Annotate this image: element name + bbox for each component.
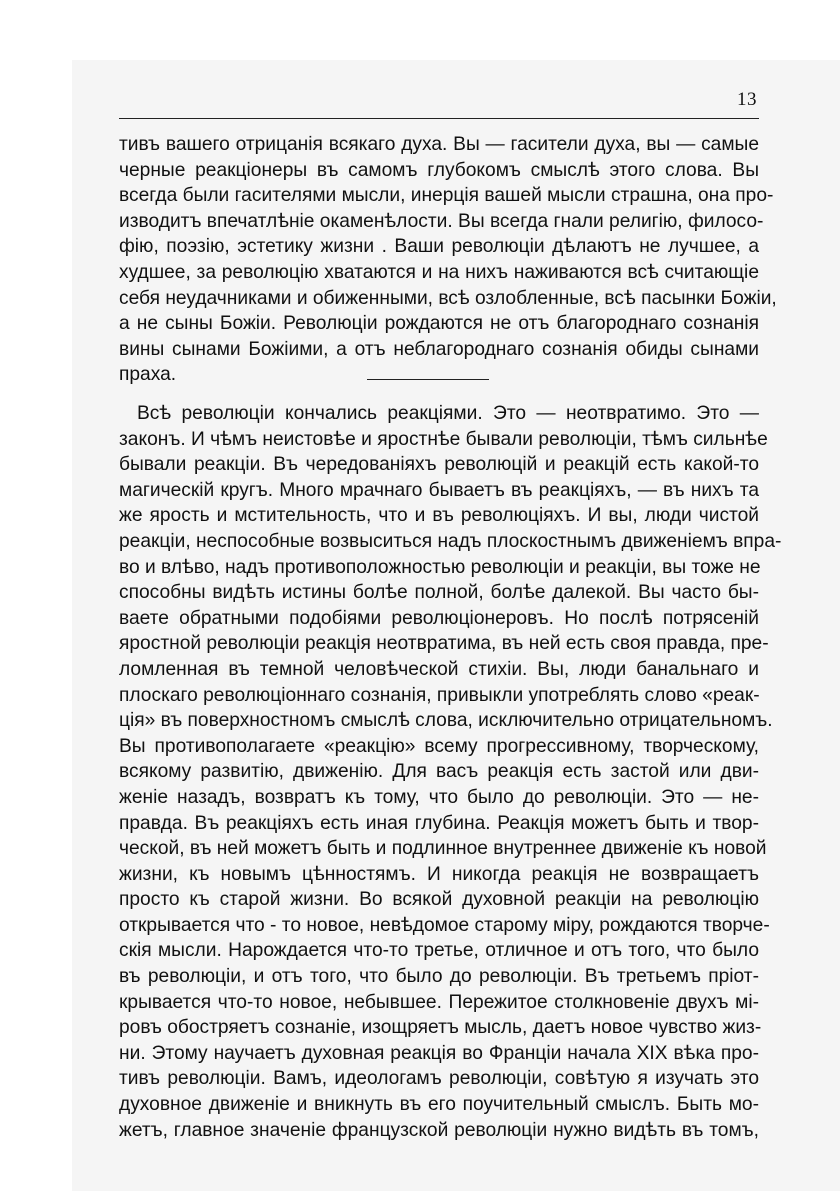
- text-line: ровъ обостряетъ сознаніе, изощряетъ мысль, даетъ новое чувство жиз-: [119, 1017, 762, 1039]
- text-line: вины сынами Божіими, а отъ неблагороднаго сознанія обиды сынами: [119, 338, 759, 360]
- paragraph-1: [119, 132, 777, 388]
- text-line: плоскаго революціоннаго сознанія, привыкли употреблять слово «реак-: [119, 684, 760, 706]
- text-line: тивъ вашего отрицанія всякаго духа. Вы — гасители духа, вы — самые: [119, 134, 759, 155]
- text-line: всегда были гасителями мысли, инерція вашей мысли страшна, она про-: [119, 185, 774, 207]
- text-line: худшее, за революцію хватаются и на нихъ наживаются всѣ считающіе: [119, 261, 759, 283]
- text-line: а не сыны Божіи. Революціи рождаются не отъ благороднаго сознанія: [119, 313, 759, 335]
- text-line: жетъ, главное значеніе французской революціи нужно видѣть въ томъ,: [119, 1119, 759, 1141]
- text-line: ція» въ поверхностномъ смыслѣ слова, исключительно отрицательномъ.: [119, 710, 773, 732]
- text-line: правда. Въ реакціяхъ есть иная глубина. Реакція можетъ быть и твор-: [119, 812, 759, 834]
- text-line: жизни, къ новымъ цѣнностямъ. И никогда реакція не возвращаетъ: [119, 863, 759, 885]
- paragraph-2: [119, 401, 782, 1143]
- text-line: всякому развитію, движенію. Для васъ реакція есть застой или дви-: [119, 761, 759, 783]
- text-line: черные реакціонеры въ самомъ глубокомъ смыслѣ этого слова. Вы: [119, 159, 759, 181]
- text-line: женіе назадъ, возвратъ къ тому, что было до революціи. Это — не-: [119, 786, 759, 808]
- text-line: во и влѣво, надъ противоположностью революціи и реакціи, вы тоже не: [119, 556, 761, 578]
- text-line: бывали реакціи. Въ чередованіяхъ революцій и реакцій есть какой-то: [119, 454, 759, 476]
- text-line: реакціи, неспособные возвыситься надъ плоскостнымъ движеніемъ впра-: [119, 530, 782, 552]
- text-line: Вы противополагаете «реакцію» всему прогрессивному, творческому,: [119, 735, 759, 757]
- page-number: 13: [737, 89, 757, 110]
- text-line: яростной революціи реакція неотвратима, въ ней есть своя правда, пре-: [119, 633, 769, 655]
- text-line: въ революціи, и отъ того, что было до революціи. Въ третьемъ пріот-: [119, 966, 759, 988]
- text-line: ни. Этому научаетъ духовная реакція во Франціи начала XIX вѣка про-: [119, 1042, 759, 1064]
- running-header: [119, 78, 759, 119]
- text-line: магическій кругъ. Много мрачнаго бываетъ въ реакціяхъ, — въ нихъ та: [119, 479, 759, 501]
- text-line: ваете обратными подобіями революціонеровъ. Но послѣ потрясеній: [119, 607, 759, 629]
- text-line: Всѣ революціи кончались реакціями. Это — неотвратимо. Это —: [137, 403, 759, 424]
- text-line: ческой, въ ней можетъ быть и подлинное внутреннее движеніе къ новой: [119, 838, 767, 860]
- text-line: изводитъ впечатлѣніе окаменѣлости. Вы всегда гнали религію, филосо-: [119, 210, 764, 232]
- text-line: просто къ старой жизни. Во всякой духовной реакціи на революцію: [119, 889, 759, 911]
- text-line: скія мысли. Нарождается что-то третье, отличное и отъ того, что было: [119, 940, 759, 962]
- text-line: духовное движеніе и вникнуть въ его поучительный смыслъ. Быть мо-: [119, 1094, 759, 1116]
- text-line: открывается что - то новое, невѣдомое старому міру, рождаются творче-: [119, 914, 770, 936]
- text-line: крывается что-то новое, небывшее. Пережитое столкновеніе двухъ мі-: [119, 991, 759, 1013]
- text-line: тивъ революціи. Вамъ, идеологамъ революціи, совѣтую я изучать это: [119, 1068, 759, 1090]
- text-line: законъ. И чѣмъ неистовѣе и яростнѣе бывали революціи, тѣмъ сильнѣе: [119, 428, 768, 450]
- text-line: праха.: [119, 364, 177, 386]
- text-line: ломленная въ темной человѣческой стихіи. Вы, люди банальнаго и: [119, 658, 759, 680]
- text-line: себя неудачниками и обиженными, всѣ озлобленные, всѣ пасынки Божіи,: [119, 287, 777, 309]
- text-line: фію, поэзію, эстетику жизни . Ваши революціи дѣлаютъ не лучшее, а: [119, 236, 759, 258]
- text-line: способны видѣть истины болѣе полной, болѣе далекой. Вы часто бы-: [119, 582, 759, 604]
- section-divider: [367, 379, 489, 380]
- text-line: же ярость и мстительность, что и въ революціяхъ. И вы, люди чистой: [119, 505, 759, 527]
